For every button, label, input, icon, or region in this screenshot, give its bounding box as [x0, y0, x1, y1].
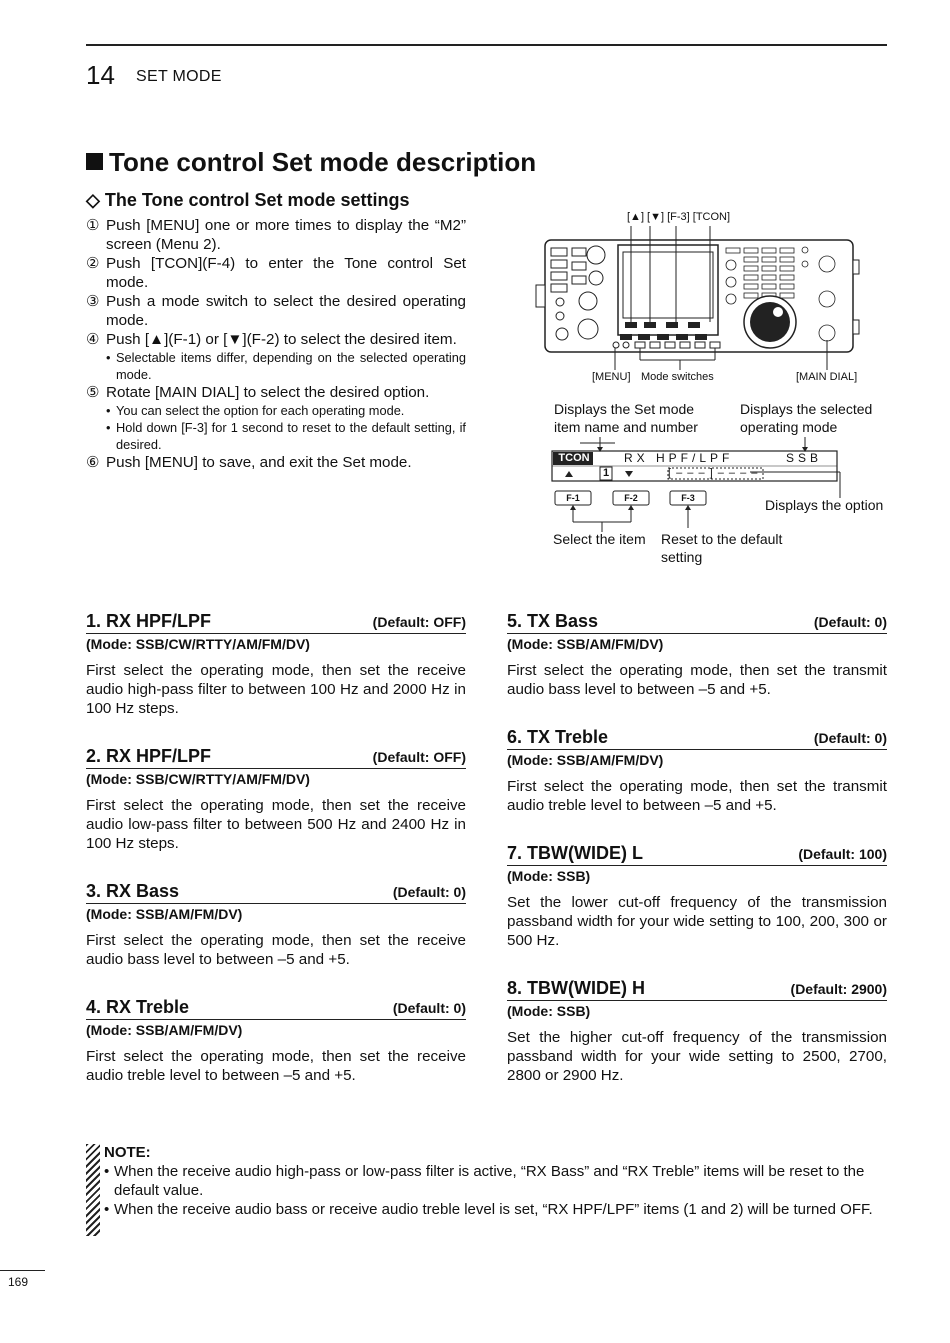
diagram-main-dial-label: [MAIN DIAL] [796, 371, 858, 383]
section-title: Tone control Set mode description [86, 147, 536, 178]
step: ④ Push [▲](F-1) or [▼](F-2) to select the desired item. • Selectable items differ, depending on the selected operating mode. [86, 330, 466, 383]
note-title: NOTE: [104, 1144, 151, 1161]
setting-item: 2. RX HPF/LPF (Default: OFF) (Mode: SSB/CW/RTTY/AM/FM/DV) First select the operating mode, then set the receive audio low-pass filter to between 500 Hz and 2400 Hz in 100 Hz steps. [86, 746, 466, 852]
setting-item: 3. RX Bass (Default: 0) (Mode: SSB/AM/FM/DV) First select the operating mode, then set the receive audio bass level to between –5 and +5. [86, 881, 466, 968]
chapter-number: 14 [86, 60, 115, 90]
f2-key: F-2 [624, 493, 638, 503]
step: ① Push [MENU] one or more times to display the “M2” screen (Menu 2). [86, 217, 466, 253]
setting-item: 1. RX HPF/LPF (Default: OFF) (Mode: SSB/CW/RTTY/AM/FM/DV) First select the operating mode, then set the receive audio high-pass filter to between 100 Hz and 2000 Hz in 100 Hz steps. [86, 611, 466, 717]
callout-reset-default: Reset to the default setting [661, 531, 783, 565]
step: ③ Push a mode switch to select the desired operating mode. [86, 293, 466, 329]
note-item: • When the receive audio high-pass or low-pass filter is active, “RX Bass” and “RX Treble” items will be reset to the default value. [104, 1162, 887, 1200]
lcd-item-number: 1 [603, 467, 610, 479]
callout-operating-mode: Displays the selected operating mode [740, 401, 873, 435]
lcd-item-name: RX HPF/LPF [624, 451, 734, 465]
header-rule [86, 44, 887, 46]
f1-key: F-1 [566, 493, 580, 503]
lcd-tcon: TCON [558, 452, 590, 464]
square-bullet-icon [86, 153, 103, 170]
page-number: 169 [8, 1275, 29, 1289]
footer-rule [0, 1270, 45, 1271]
note-hatch-icon [86, 1144, 100, 1236]
setting-item: 5. TX Bass (Default: 0) (Mode: SSB/AM/FM/DV) First select the operating mode, then set the transmit audio bass level to between –5 and +5. [507, 611, 887, 698]
callout-option: Displays the option [765, 497, 884, 513]
diagram-top-label: [▲] [▼] [F-3] [TCON] [627, 211, 731, 223]
lcd-mode: SSB [786, 451, 823, 465]
diagram-mode-switches-label: Mode switches [641, 371, 714, 383]
steps-list [86, 216, 466, 472]
chapter-title: SET MODE [136, 68, 222, 85]
setting-item: 4. RX Treble (Default: 0) (Mode: SSB/AM/FM/DV) First select the operating mode, then set the receive audio treble level to between –5 and +5. [86, 997, 466, 1084]
setting-item: 8. TBW(WIDE) H (Default: 2900) (Mode: SSB) Set the higher cut-off frequency of the transmission passband width for your wide setting to 2500, 2700, 2800 or 2900 Hz. [507, 978, 887, 1084]
lcd-option-value: [ – – – ] – – – – [668, 467, 759, 479]
diamond-icon: ◇ [86, 190, 105, 210]
callout-item-name: Displays the Set mode item name and number [554, 401, 698, 435]
diagram-menu-label: [MENU] [592, 371, 631, 383]
step: ⑥ Push [MENU] to save, and exit the Set mode. [86, 454, 412, 471]
note-item: • When the receive audio bass or receive audio treble level is set, “RX HPF/LPF” items (1 and 2) will be turned OFF. [104, 1200, 887, 1219]
f3-key: F-3 [681, 493, 695, 503]
setting-item: 7. TBW(WIDE) L (Default: 100) (Mode: SSB) Set the lower cut-off frequency of the transmission passband width for your wide setting to 100, 200, 300 or 500 Hz. [507, 843, 887, 949]
setting-item: 6. TX Treble (Default: 0) (Mode: SSB/AM/FM/DV) First select the operating mode, then set the transmit audio treble level to between –5 and +5. [507, 727, 887, 814]
subsection-title: ◇ The Tone control Set mode settings [86, 190, 410, 210]
callout-select-item: Select the item [553, 531, 646, 547]
step: ② Push [TCON](F-4) to enter the Tone control Set mode. [86, 255, 466, 291]
step: ⑤ Rotate [MAIN DIAL] to select the desired option. • You can select the option for each operating mode. • Hold down [F-3] for 1 second to reset to the default setting, if desired. [86, 383, 466, 453]
radio-diagram [520, 200, 890, 590]
